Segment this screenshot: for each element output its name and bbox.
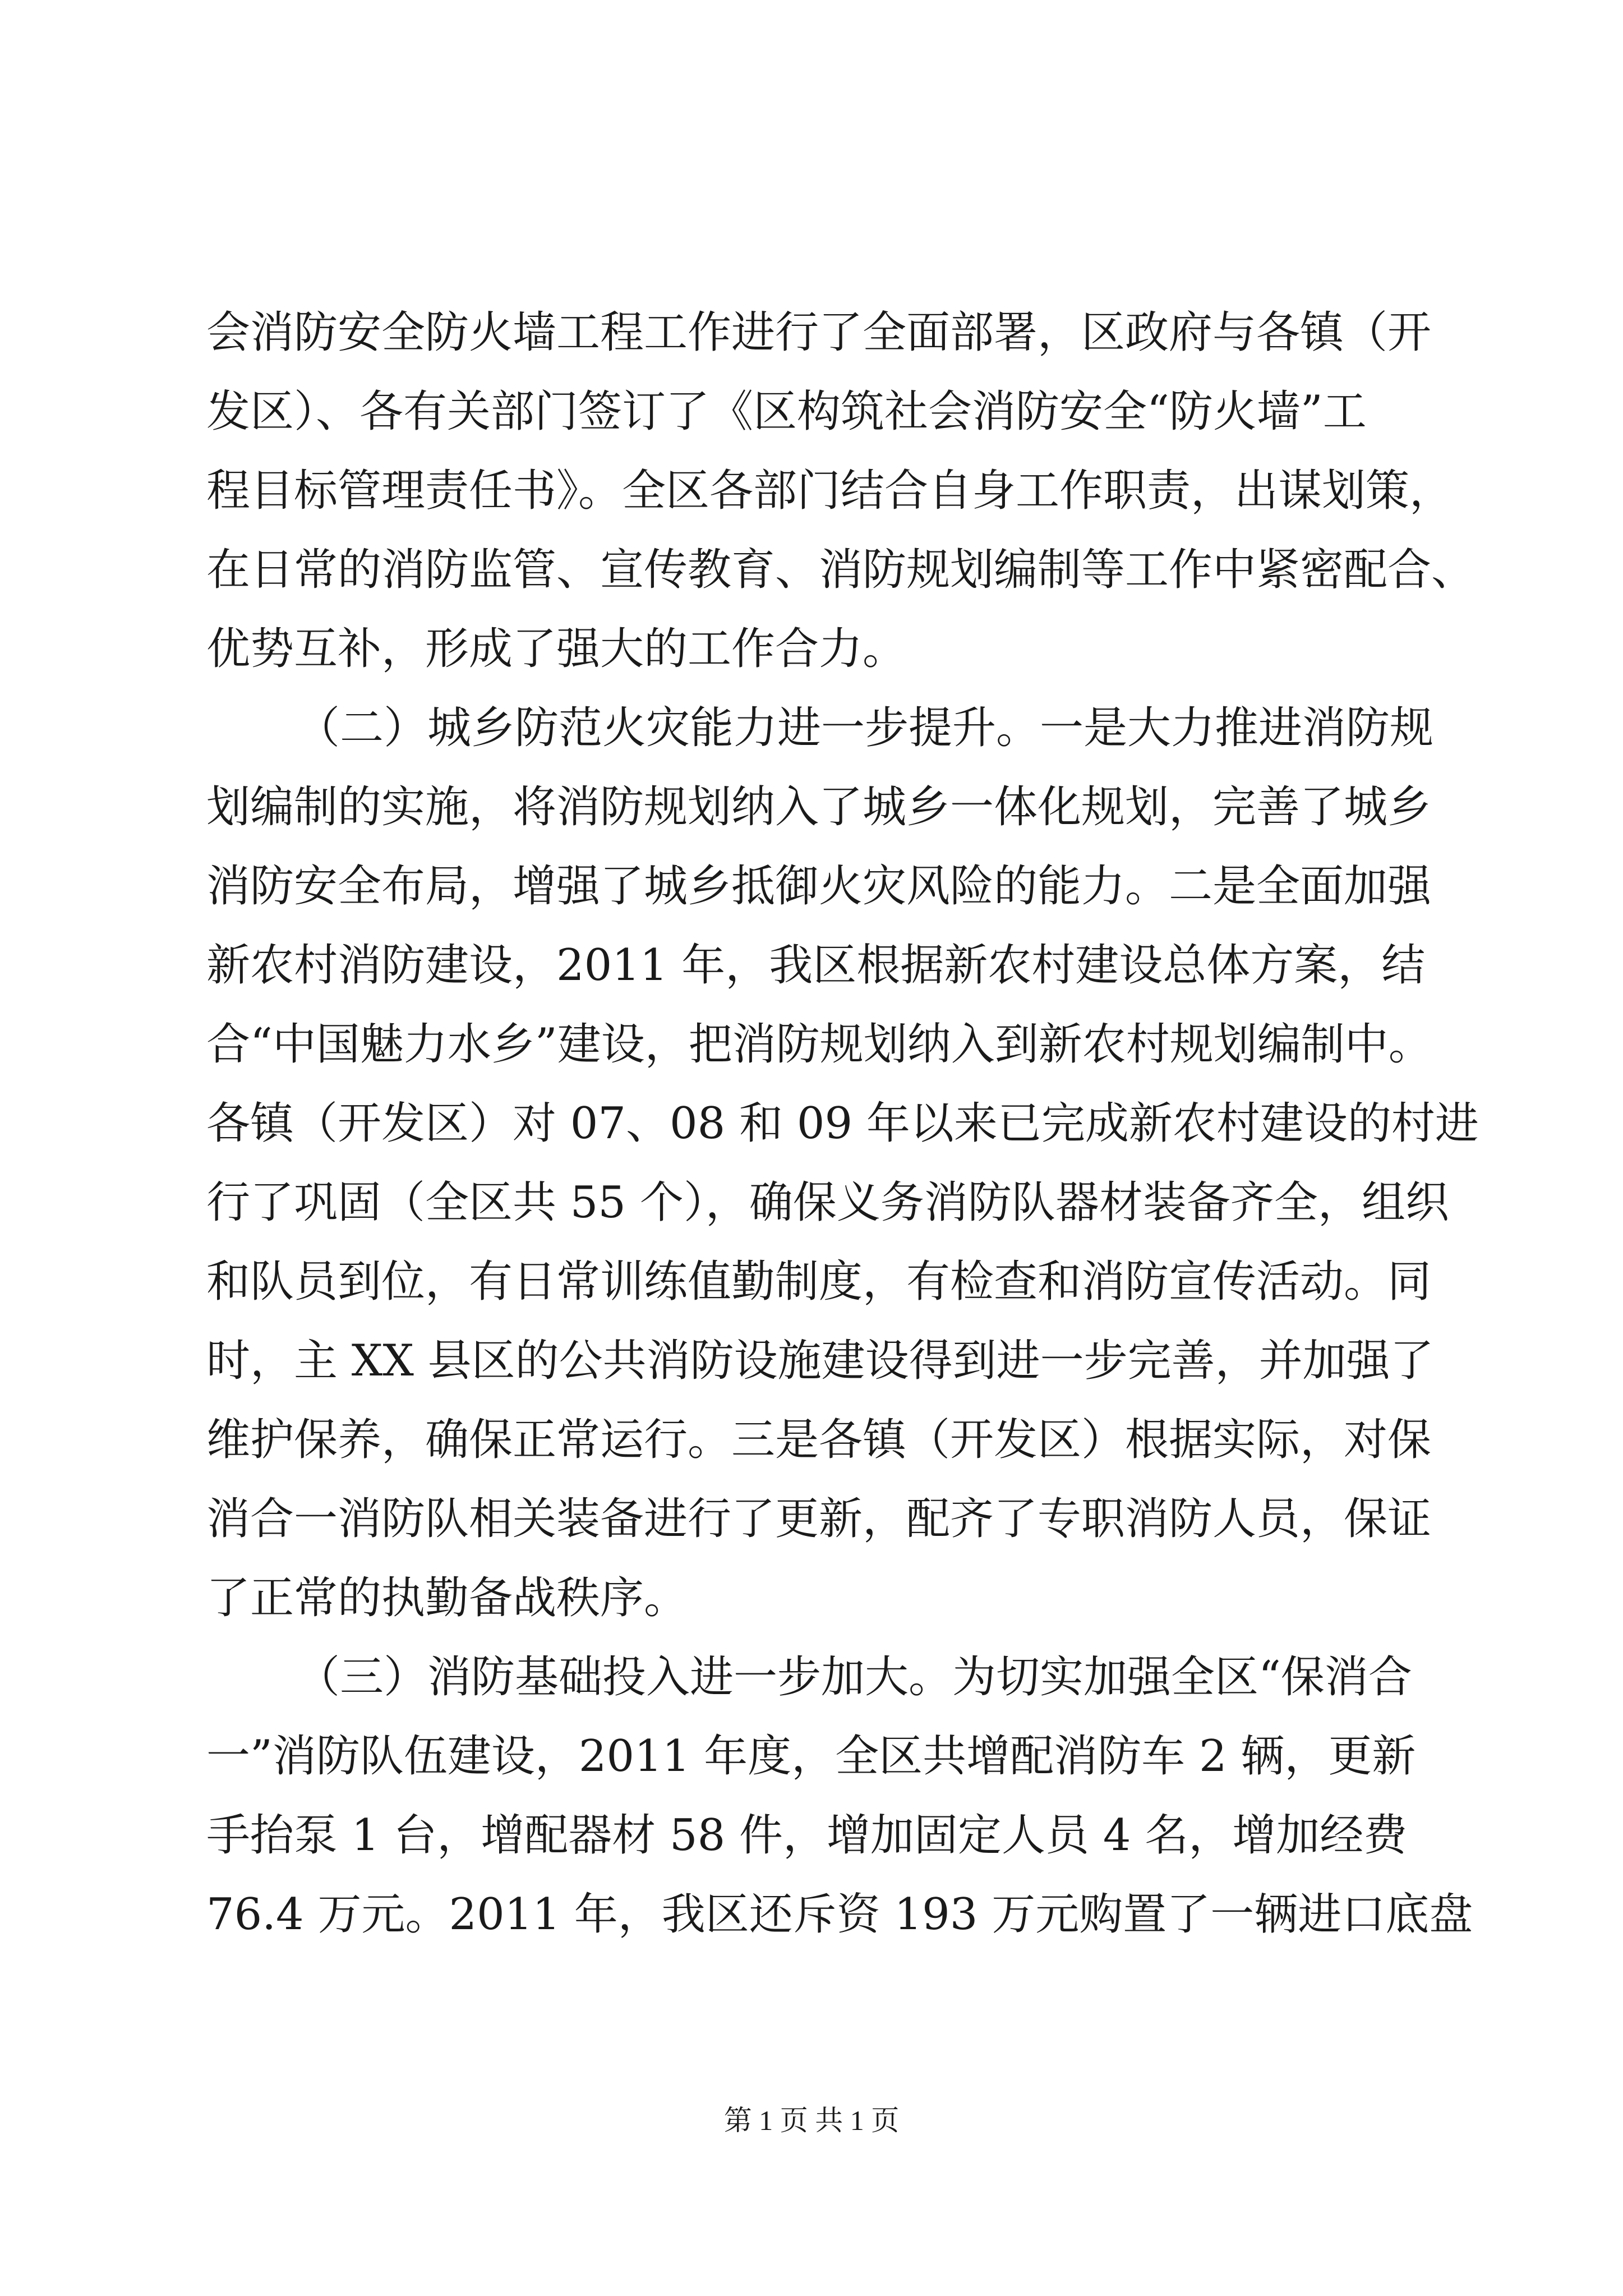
text-line: 消合一消防队相关装备进行了更新，配齐了专职消防人员，保证 xyxy=(206,1494,1432,1544)
text-line: 在日常的消防监管、宣传教育、消防规划编制等工作中紧密配合、 xyxy=(206,545,1476,595)
text-line: 一”消防队伍建设，2011 年度，全区共增配消防车 2 辆，更新 xyxy=(206,1731,1416,1782)
text-line: 合“中国魅力水乡”建设，把消防规划纳入到新农村规划编制中。 xyxy=(206,1019,1432,1070)
text-line: 消防安全布局，增强了城乡抵御火灾风险的能力。二是全面加强 xyxy=(206,861,1432,912)
text-line: 优势互补，形成了强大的工作合力。 xyxy=(206,624,907,674)
text-line: 新农村消防建设，2011 年，我区根据新农村建设总体方案，结 xyxy=(206,940,1426,991)
text-line: 和队员到位，有日常训练值勤制度，有检查和消防宣传活动。同 xyxy=(206,1257,1432,1307)
text-line: 程目标管理责任书》。全区各部门结合自身工作职责，出谋划策， xyxy=(206,466,1454,516)
text-line: 行了巩固（全区共 55 个），确保义务消防队器材装备齐全，组织 xyxy=(206,1177,1449,1228)
paragraph-start-line: （三）消防基础投入进一步加大。为切实加强全区“保消合 xyxy=(296,1652,1412,1703)
text-line: 76.4 万元。2011 年，我区还斥资 193 万元购置了一辆进口底盘 xyxy=(206,1889,1473,1940)
page-number-footer: 第 1 页 共 1 页 xyxy=(723,2105,900,2136)
text-line: 维护保养，确保正常运行。三是各镇（开发区）根据实际，对保 xyxy=(206,1415,1432,1465)
text-line: 手抬泵 1 台，增配器材 58 件，增加固定人员 4 名，增加经费 xyxy=(206,1810,1408,1861)
paragraph-start-line: （二）城乡防范火灾能力进一步提升。一是大力推进消防规 xyxy=(296,703,1434,753)
text-line: 会消防安全防火墙工程工作进行了全面部署，区政府与各镇（开 xyxy=(206,307,1432,358)
text-line: 各镇（开发区）对 07、08 和 09 年以来已完成新农村建设的村进 xyxy=(206,1098,1479,1149)
text-line: 划编制的实施，将消防规划纳入了城乡一体化规划，完善了城乡 xyxy=(206,782,1432,832)
text-line: 发区）、各有关部门签订了《区构筑社会消防安全“防火墙”工 xyxy=(206,386,1367,437)
text-line: 时，主 XX 县区的公共消防设施建设得到进一步完善，并加强了 xyxy=(206,1336,1434,1386)
text-line: 了正常的执勤备战秩序。 xyxy=(206,1573,688,1623)
